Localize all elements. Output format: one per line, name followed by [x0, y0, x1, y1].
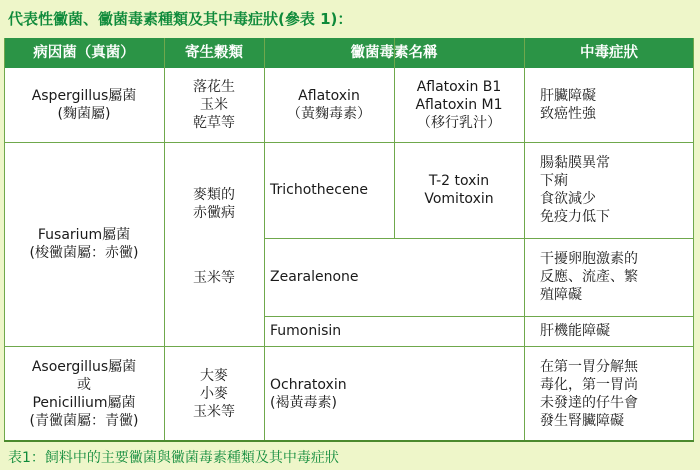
symptoms-trichothecene: 腸黏膜異常 下痢 食欲減少 免疫力低下 [540, 155, 610, 225]
grid-line [394, 38, 395, 142]
grid-line [394, 142, 395, 238]
toxin-ochratoxin: Ochratoxin (褐黃毒素) [270, 377, 347, 411]
header-toxin: 黴菌毒素名稱 [264, 38, 524, 68]
grid-line [4, 142, 694, 143]
grid-line [264, 38, 265, 442]
grid-line [4, 440, 694, 442]
grains-fusarium-corn: 玉米等 [193, 270, 235, 286]
grid-line [164, 38, 165, 442]
toxin-trichothecene: Trichothecene [270, 182, 369, 198]
symptoms-ochratoxin: 在第一胃分解無 毒化，第一胃尚 未發達的仔牛會 發生腎臟障礙 [540, 359, 638, 429]
header-fungus: 病因菌（真菌） [4, 38, 164, 68]
grid-line [693, 38, 694, 442]
mycotoxin-table [4, 38, 694, 442]
toxin-zearalenone: Zearalenone [270, 269, 359, 285]
symptoms-zearalenone: 干擾卵胞激素的 反應、流產、繁 殖障礙 [540, 251, 638, 303]
grid-line [264, 316, 694, 317]
fungus-fusarium: Fusarium屬菌 (梭黴菌屬：赤黴) [29, 227, 139, 261]
page-title: 代表性黴菌、黴菌毒素種類及其中毒症狀(參表 1)： [8, 10, 353, 28]
symptoms-fumonisin: 肝機能障礙 [540, 323, 610, 339]
grains-fusarium-wheat: 麥類的 赤黴病 [193, 187, 235, 221]
toxin-fumonisin: Fumonisin [270, 323, 342, 339]
subtoxin-aflatoxin: Aflatoxin B1 Aflatoxin M1 （移行乳汁） [415, 79, 503, 131]
header-grains: 寄生穀類 [164, 38, 264, 68]
grid-line [524, 38, 525, 442]
table-caption: 表1：飼料中的主要黴菌與黴菌毒素種類及其中毒症狀 [8, 450, 339, 466]
fungus-aspergillus-penicillium: Asoergillus屬菌 或 Penicillium屬菌 (青黴菌屬：青黴) [29, 359, 139, 429]
grid-line [264, 238, 694, 239]
fungus-aspergillus: Aspergillus屬菌 (麴菌屬) [31, 88, 137, 122]
header-symptoms: 中毒症狀 [524, 38, 694, 68]
toxin-aflatoxin: Aflatoxin （黃麴毒素） [287, 88, 371, 122]
grains-ochratoxin: 大麥 小麥 玉米等 [193, 368, 235, 420]
grid-line [4, 346, 694, 347]
grains-aspergillus: 落花生 玉米 乾草等 [193, 79, 235, 131]
symptoms-aflatoxin: 肝臟障礙 致癌性強 [540, 88, 596, 122]
grid-line [4, 38, 5, 442]
subtoxin-trichothecene: T-2 toxin Vomitoxin [424, 173, 494, 207]
